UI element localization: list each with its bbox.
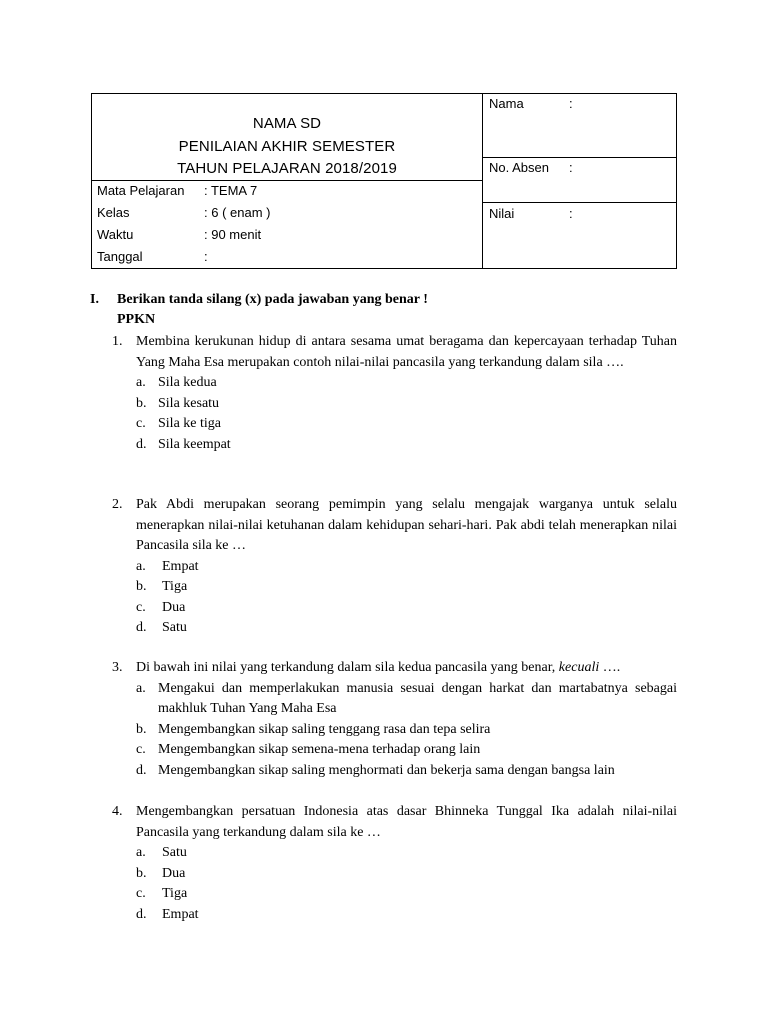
info-value: : TEMA 7	[204, 183, 258, 198]
option-b[interactable]	[136, 864, 677, 885]
options-list	[136, 679, 677, 782]
question-1	[112, 332, 677, 455]
score-field[interactable]	[483, 204, 676, 268]
section-number: I.	[90, 292, 99, 307]
score-colon: :	[569, 206, 573, 221]
info-row-date	[97, 249, 208, 264]
absen-label: No. Absen	[489, 160, 549, 175]
option-letter: d.	[136, 436, 147, 452]
option-letter: b.	[136, 721, 147, 737]
option-a[interactable]	[136, 843, 677, 864]
name-label: Nama	[489, 96, 524, 111]
option-text: Mengembangkan sikap saling tenggang rasa dan tepa selira	[158, 721, 491, 737]
subject-title: PPKN	[117, 312, 156, 327]
option-text: Mengembangkan sikap semena-mena terhadap orang lain	[158, 742, 481, 757]
exam-header-table	[91, 93, 677, 269]
option-text: Dua	[162, 865, 186, 881]
option-letter: a.	[136, 558, 146, 574]
option-letter: c.	[136, 599, 146, 615]
name-colon: :	[569, 96, 573, 111]
title-box	[92, 94, 482, 181]
info-row-time	[97, 227, 261, 242]
options-list	[136, 557, 677, 639]
option-d[interactable]	[136, 761, 677, 782]
option-c[interactable]	[136, 884, 677, 905]
info-row-class	[97, 205, 270, 220]
option-a[interactable]	[136, 557, 677, 578]
option-letter: d.	[136, 906, 147, 922]
option-letter: a.	[136, 845, 146, 860]
option-text: Satu	[162, 620, 187, 635]
option-text: Sila keempat	[158, 436, 231, 452]
options-list	[136, 843, 677, 925]
option-letter: b.	[136, 865, 147, 881]
option-letter: b.	[136, 579, 147, 594]
info-value: :	[204, 249, 208, 264]
question-2	[112, 495, 677, 639]
question-4	[112, 802, 677, 925]
question-text: Mengembangkan persatuan Indonesia atas dasar Bhinneka Tunggal Ika adalah nilai-nilai Pancasila yang terkandung dalam sila ke …	[136, 804, 677, 840]
section-heading	[90, 292, 428, 308]
header-right-column	[483, 94, 676, 268]
option-a[interactable]	[136, 373, 677, 394]
question-number: 1.	[112, 334, 123, 349]
question-3	[112, 658, 677, 781]
question-number: 3.	[112, 660, 123, 675]
option-text: Tiga	[162, 886, 188, 901]
option-text: Mengakui dan memperlakukan manusia sesuai dengan harkat dan martabatnya sebagai makhluk Tuhan Yang Maha Esa	[158, 680, 677, 716]
option-c[interactable]	[136, 414, 677, 435]
options-list	[136, 373, 677, 455]
academic-year: TAHUN PELAJARAN 2018/2019	[177, 160, 397, 177]
absen-colon: :	[569, 160, 573, 175]
name-field[interactable]	[483, 94, 676, 158]
info-value: : 90 menit	[204, 227, 262, 242]
option-a[interactable]	[136, 679, 677, 720]
option-text: Mengembangkan sikap saling menghormati dan bekerja sama dengan bangsa lain	[158, 762, 615, 778]
school-name: NAMA SD	[252, 115, 322, 132]
option-letter: d.	[136, 620, 147, 635]
header-left-column	[92, 94, 483, 268]
option-d[interactable]	[136, 905, 677, 926]
info-label: Mata Pelajaran	[97, 183, 185, 198]
option-b[interactable]	[136, 577, 677, 598]
score-label: Nilai	[489, 206, 515, 221]
question-text: Membina kerukunan hidup di antara sesama umat beragama dan kepercayaan terhadap Tuhan Yang Maha Esa merupakan contoh nilai-nilai pancasila yang terkandung dalam sila ….	[136, 334, 677, 370]
info-row-subject	[97, 183, 257, 198]
option-d[interactable]	[136, 618, 677, 639]
option-letter: b.	[136, 395, 147, 411]
option-letter: c.	[136, 886, 146, 901]
option-d[interactable]	[136, 435, 677, 456]
question-number: 2.	[112, 497, 123, 512]
exam-title: PENILAIAN AKHIR SEMESTER	[178, 138, 396, 155]
question-text: Pak Abdi merupakan seorang pemimpin yang selalu mengajak warganya untuk selalu menerapkan nilai-nilai ketuhanan dalam kehidupan sehari-hari. Pak abdi telah menerapkan nilai Pancasila sila ke …	[136, 497, 677, 553]
option-letter: a.	[136, 680, 146, 696]
info-value: : 6 ( enam )	[204, 205, 271, 220]
question-text-emphasis: kecuali	[558, 660, 600, 675]
option-b[interactable]	[136, 720, 677, 741]
question-number: 4.	[112, 804, 123, 819]
question-text	[136, 658, 677, 679]
option-text: Empat	[162, 558, 199, 574]
option-text: Satu	[162, 845, 187, 860]
option-letter: d.	[136, 762, 147, 778]
option-letter: a.	[136, 375, 146, 390]
option-b[interactable]	[136, 394, 677, 415]
option-letter: c.	[136, 416, 146, 431]
info-label: Waktu	[97, 227, 134, 242]
option-text: Dua	[162, 599, 186, 615]
option-text: Sila kesatu	[158, 395, 220, 411]
absen-field[interactable]	[483, 158, 676, 203]
option-text: Empat	[162, 906, 199, 922]
option-text: Tiga	[162, 579, 188, 594]
info-label: Kelas	[97, 205, 130, 220]
option-c[interactable]	[136, 598, 677, 619]
option-text: Sila kedua	[158, 375, 217, 390]
option-c[interactable]	[136, 740, 677, 761]
info-label: Tanggal	[97, 249, 143, 264]
option-letter: c.	[136, 742, 146, 757]
question-text-end: ….	[602, 660, 621, 675]
option-text: Sila ke tiga	[158, 416, 221, 431]
section-instruction: Berikan tanda silang (x) pada jawaban yang benar !	[117, 292, 428, 307]
question-text-main: Di bawah ini nilai yang terkandung dalam sila kedua pancasila yang benar,	[136, 660, 556, 675]
